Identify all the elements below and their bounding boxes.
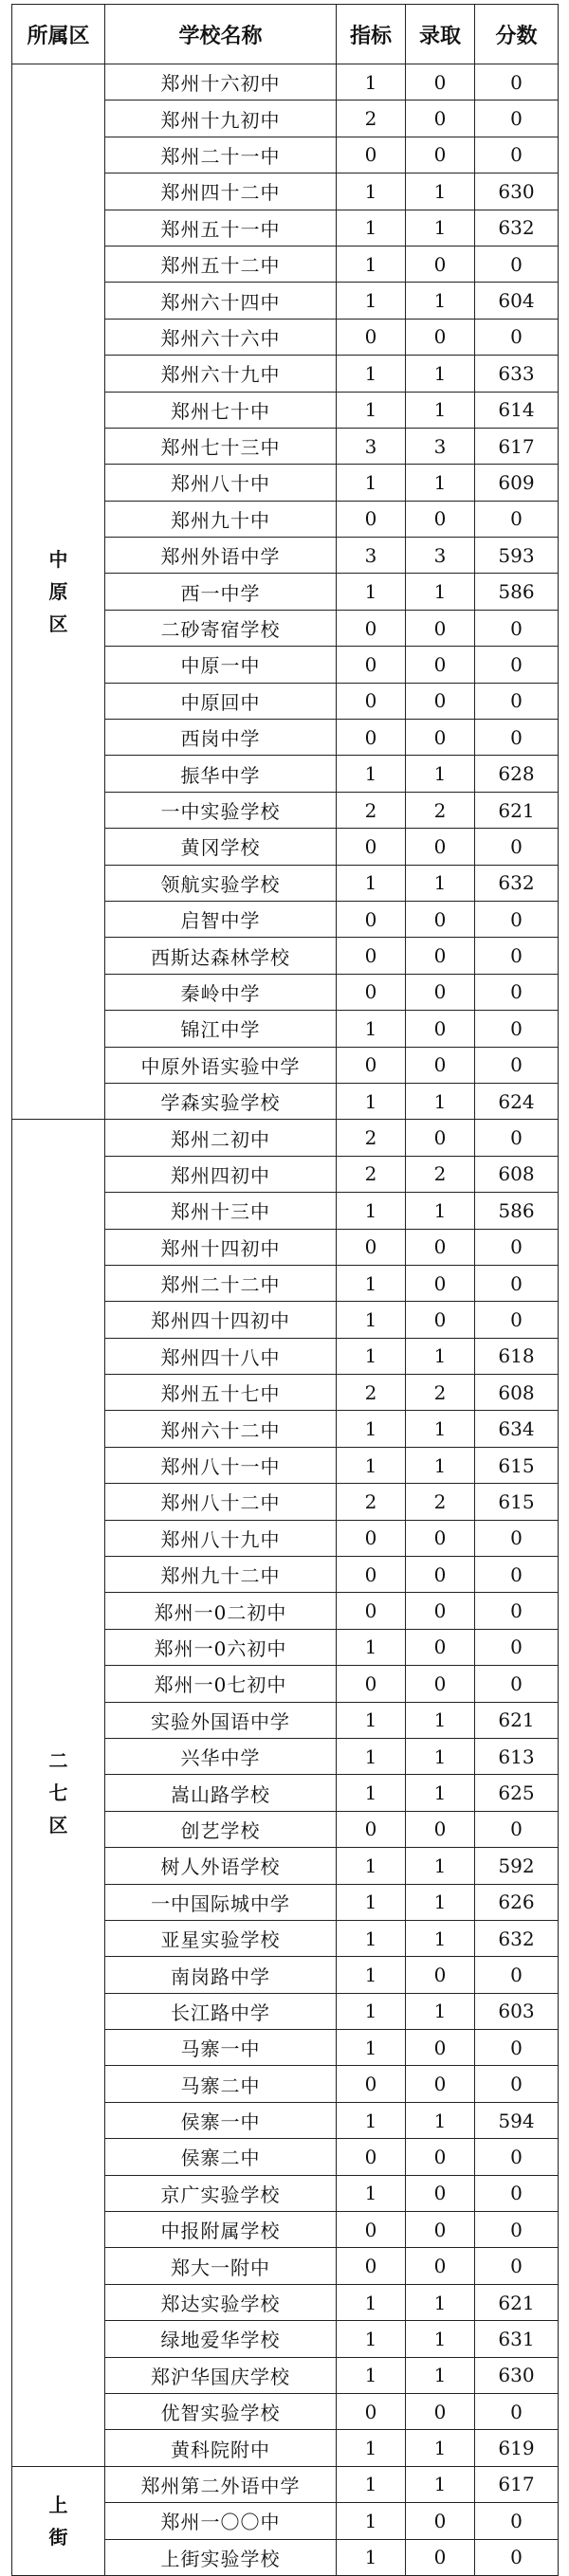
- admitted-cell: 1: [406, 1083, 475, 1119]
- school-name-cell: 郑州六十二中: [105, 1411, 337, 1447]
- school-name-cell: 郑州八十中: [105, 465, 337, 501]
- score-cell: 609: [475, 465, 559, 501]
- quota-cell: 0: [337, 1557, 406, 1593]
- quota-cell: 1: [337, 2321, 406, 2357]
- quota-cell: 1: [337, 2102, 406, 2138]
- admitted-cell: 0: [406, 901, 475, 937]
- score-cell: 626: [475, 1884, 559, 1920]
- admitted-cell: 1: [406, 1920, 475, 1956]
- admitted-cell: 2: [406, 1156, 475, 1192]
- district-char: 上: [48, 2493, 68, 2516]
- score-cell: 624: [475, 1083, 559, 1119]
- admitted-cell: 0: [406, 683, 475, 719]
- score-cell: 594: [475, 2102, 559, 2138]
- admitted-cell: 0: [406, 2030, 475, 2066]
- school-name-cell: 郑州六十九中: [105, 356, 337, 392]
- header-quota: 指标: [337, 5, 406, 64]
- score-cell: 0: [475, 2539, 559, 2575]
- score-cell: 621: [475, 2284, 559, 2320]
- table-header: [12, 5, 559, 64]
- school-name-cell: 一中国际城中学: [105, 1884, 337, 1920]
- school-name-cell: 绿地爱华学校: [105, 2321, 337, 2357]
- score-cell: 613: [475, 1738, 559, 1774]
- school-name-cell: 郑达实验学校: [105, 2284, 337, 2320]
- admitted-cell: 3: [406, 538, 475, 574]
- admitted-cell: 0: [406, 1811, 475, 1847]
- quota-cell: 0: [337, 1666, 406, 1702]
- score-cell: 603: [475, 1993, 559, 2029]
- admitted-cell: 1: [406, 1775, 475, 1811]
- quota-cell: 3: [337, 538, 406, 574]
- admitted-cell: 0: [406, 974, 475, 1010]
- school-name-cell: 郑州一0七初中: [105, 1666, 337, 1702]
- admitted-cell: 0: [406, 2248, 475, 2284]
- admitted-cell: 0: [406, 1629, 475, 1665]
- school-name-cell: 郑州八十九中: [105, 1520, 337, 1556]
- score-cell: 630: [475, 2357, 559, 2393]
- admitted-cell: 0: [406, 1957, 475, 1993]
- quota-cell: 0: [337, 2212, 406, 2248]
- admitted-cell: 2: [406, 792, 475, 828]
- quota-cell: 1: [337, 174, 406, 210]
- quota-cell: 1: [337, 356, 406, 392]
- school-name-cell: 中原一中: [105, 647, 337, 683]
- school-name-cell: 西斯达森林学校: [105, 938, 337, 974]
- quota-cell: 0: [337, 2394, 406, 2430]
- score-cell: 621: [475, 1702, 559, 1738]
- quota-cell: 1: [337, 392, 406, 428]
- school-name-cell: 领航实验学校: [105, 865, 337, 901]
- quota-cell: 1: [337, 865, 406, 901]
- quota-cell: 1: [337, 246, 406, 282]
- school-name-cell: 优智实验学校: [105, 2394, 337, 2430]
- score-cell: 0: [475, 974, 559, 1010]
- admitted-cell: 0: [406, 1265, 475, 1301]
- school-name-cell: 郑州五十一中: [105, 210, 337, 246]
- score-cell: 0: [475, 1520, 559, 1556]
- admitted-cell: 0: [406, 1557, 475, 1593]
- score-cell: 632: [475, 1920, 559, 1956]
- quota-cell: 1: [337, 2357, 406, 2393]
- quota-cell: 0: [337, 610, 406, 646]
- admitted-cell: 0: [406, 1593, 475, 1629]
- table-row: [12, 64, 559, 100]
- admitted-cell: 0: [406, 2394, 475, 2430]
- admitted-cell: 0: [406, 2539, 475, 2575]
- quota-cell: 1: [337, 1629, 406, 1665]
- quota-cell: 1: [337, 2466, 406, 2502]
- quota-cell: 2: [337, 1120, 406, 1156]
- school-name-cell: 郑州八十一中: [105, 1447, 337, 1483]
- score-cell: 0: [475, 2030, 559, 2066]
- admitted-cell: 1: [406, 356, 475, 392]
- admitted-cell: 1: [406, 1447, 475, 1483]
- school-name-cell: 秦岭中学: [105, 974, 337, 1010]
- quota-cell: 1: [337, 2430, 406, 2466]
- admitted-cell: 0: [406, 137, 475, 173]
- quota-cell: 2: [337, 1484, 406, 1520]
- quota-cell: 1: [337, 1302, 406, 1338]
- school-name-cell: 郑州外语中学: [105, 538, 337, 574]
- admitted-cell: 1: [406, 865, 475, 901]
- admitted-cell: 1: [406, 1738, 475, 1774]
- school-name-cell: 郑州二十二中: [105, 1265, 337, 1301]
- score-cell: 0: [475, 1265, 559, 1301]
- admitted-cell: 0: [406, 610, 475, 646]
- score-cell: 0: [475, 246, 559, 282]
- admitted-cell: 2: [406, 1484, 475, 1520]
- admitted-cell: 1: [406, 1193, 475, 1229]
- district-char: 区: [48, 1814, 68, 1837]
- school-name-cell: 中原回中: [105, 683, 337, 719]
- quota-cell: 0: [337, 1229, 406, 1265]
- quota-admission-table: [11, 4, 559, 2576]
- quota-cell: 1: [337, 1083, 406, 1119]
- district-char: 街: [48, 2525, 68, 2549]
- admitted-cell: 1: [406, 756, 475, 792]
- quota-cell: 1: [337, 210, 406, 246]
- quota-cell: 0: [337, 974, 406, 1010]
- quota-cell: 1: [337, 1193, 406, 1229]
- score-cell: 0: [475, 2212, 559, 2248]
- score-cell: 0: [475, 2139, 559, 2175]
- quota-cell: 1: [337, 2030, 406, 2066]
- admitted-cell: 1: [406, 1411, 475, 1447]
- score-cell: 608: [475, 1156, 559, 1192]
- quota-cell: 0: [337, 1593, 406, 1629]
- quota-cell: 0: [337, 2139, 406, 2175]
- school-name-cell: 郑州二初中: [105, 1120, 337, 1156]
- quota-cell: 0: [337, 319, 406, 355]
- school-name-cell: 郑州四十二中: [105, 174, 337, 210]
- score-cell: 630: [475, 174, 559, 210]
- quota-cell: 1: [337, 756, 406, 792]
- school-name-cell: 二砂寄宿学校: [105, 610, 337, 646]
- school-name-cell: 郑州八十二中: [105, 1484, 337, 1520]
- score-cell: 0: [475, 683, 559, 719]
- quota-cell: 1: [337, 574, 406, 610]
- school-name-cell: 郑州一0六初中: [105, 1629, 337, 1665]
- school-name-cell: 郑大一附中: [105, 2248, 337, 2284]
- school-name-cell: 南岗路中学: [105, 1957, 337, 1993]
- quota-cell: 1: [337, 1884, 406, 1920]
- district-char: 区: [48, 612, 68, 636]
- school-name-cell: 树人外语学校: [105, 1848, 337, 1884]
- admitted-cell: 1: [406, 1338, 475, 1374]
- admitted-cell: 1: [406, 392, 475, 428]
- admitted-cell: 0: [406, 1520, 475, 1556]
- score-cell: 634: [475, 1411, 559, 1447]
- quota-cell: 0: [337, 1811, 406, 1847]
- admitted-cell: 0: [406, 501, 475, 537]
- quota-cell: 1: [337, 1011, 406, 1047]
- header-admitted: 录取: [406, 5, 475, 64]
- admitted-cell: 0: [406, 100, 475, 137]
- score-cell: 632: [475, 865, 559, 901]
- score-cell: 0: [475, 610, 559, 646]
- admitted-cell: 1: [406, 2102, 475, 2138]
- quota-cell: 0: [337, 829, 406, 865]
- school-name-cell: 郑州五十二中: [105, 246, 337, 282]
- school-name-cell: 郑州第二外语中学: [105, 2466, 337, 2502]
- score-cell: 0: [475, 137, 559, 173]
- score-cell: 0: [475, 829, 559, 865]
- school-name-cell: 侯寨二中: [105, 2139, 337, 2175]
- quota-cell: 1: [337, 1993, 406, 2029]
- score-cell: 633: [475, 356, 559, 392]
- quota-cell: 0: [337, 683, 406, 719]
- admitted-cell: 1: [406, 2430, 475, 2466]
- school-name-cell: 马寨二中: [105, 2066, 337, 2102]
- score-cell: 617: [475, 2466, 559, 2502]
- admitted-cell: 0: [406, 1666, 475, 1702]
- school-name-cell: 郑州十六初中: [105, 64, 337, 100]
- school-name-cell: 郑州六十六中: [105, 319, 337, 355]
- admitted-cell: 0: [406, 1047, 475, 1083]
- district-char: 二: [48, 1749, 68, 1773]
- school-name-cell: 中原外语实验中学: [105, 1047, 337, 1083]
- admitted-cell: 3: [406, 428, 475, 464]
- school-name-cell: 郑州十四初中: [105, 1229, 337, 1265]
- quota-cell: 2: [337, 1375, 406, 1411]
- quota-cell: 0: [337, 647, 406, 683]
- table-row: [12, 2466, 559, 2502]
- admitted-cell: 0: [406, 319, 475, 355]
- school-name-cell: 郑州十九初中: [105, 100, 337, 137]
- quota-cell: 1: [337, 1338, 406, 1374]
- school-name-cell: 启智中学: [105, 901, 337, 937]
- admitted-cell: 0: [406, 829, 475, 865]
- score-cell: 0: [475, 501, 559, 537]
- school-name-cell: 郑州一0二初中: [105, 1593, 337, 1629]
- score-cell: 0: [475, 2066, 559, 2102]
- admitted-cell: 0: [406, 2212, 475, 2248]
- school-name-cell: 西岗中学: [105, 720, 337, 756]
- header-row: [12, 5, 559, 64]
- school-name-cell: 郑州二十一中: [105, 137, 337, 173]
- quota-cell: 2: [337, 1156, 406, 1192]
- score-cell: 0: [475, 938, 559, 974]
- admitted-cell: 1: [406, 210, 475, 246]
- quota-cell: 1: [337, 2284, 406, 2320]
- table-row: [12, 1120, 559, 1156]
- admitted-cell: 0: [406, 1120, 475, 1156]
- quota-cell: 1: [337, 465, 406, 501]
- school-name-cell: 侯寨一中: [105, 2102, 337, 2138]
- quota-cell: 1: [337, 2539, 406, 2575]
- score-cell: 604: [475, 283, 559, 319]
- school-name-cell: 郑沪华国庆学校: [105, 2357, 337, 2393]
- quota-cell: 1: [337, 1411, 406, 1447]
- school-name-cell: 黄冈学校: [105, 829, 337, 865]
- score-cell: 621: [475, 792, 559, 828]
- school-name-cell: 上街实验学校: [105, 2539, 337, 2575]
- quota-cell: 1: [337, 1702, 406, 1738]
- school-name-cell: 郑州七十中: [105, 392, 337, 428]
- quota-cell: 0: [337, 137, 406, 173]
- admitted-cell: 0: [406, 1302, 475, 1338]
- score-cell: 0: [475, 2503, 559, 2539]
- admitted-cell: 1: [406, 283, 475, 319]
- admitted-cell: 1: [406, 1848, 475, 1884]
- admitted-cell: 0: [406, 2175, 475, 2211]
- quota-cell: 0: [337, 501, 406, 537]
- school-name-cell: 郑州五十七中: [105, 1375, 337, 1411]
- school-name-cell: 郑州四初中: [105, 1156, 337, 1192]
- admitted-cell: 1: [406, 1884, 475, 1920]
- quota-cell: 1: [337, 64, 406, 100]
- quota-cell: 0: [337, 2248, 406, 2284]
- school-name-cell: 振华中学: [105, 756, 337, 792]
- quota-cell: 1: [337, 1265, 406, 1301]
- admitted-cell: 0: [406, 246, 475, 282]
- score-cell: 632: [475, 210, 559, 246]
- quota-cell: 0: [337, 1047, 406, 1083]
- quota-cell: 1: [337, 1848, 406, 1884]
- school-name-cell: 郑州六十四中: [105, 283, 337, 319]
- score-cell: 0: [475, 319, 559, 355]
- score-cell: 615: [475, 1447, 559, 1483]
- score-cell: 592: [475, 1848, 559, 1884]
- header-district: 所属区: [12, 5, 105, 64]
- header-school-name: 学校名称: [105, 5, 337, 64]
- score-cell: 0: [475, 647, 559, 683]
- quota-cell: 0: [337, 720, 406, 756]
- admitted-cell: 0: [406, 720, 475, 756]
- score-cell: 593: [475, 538, 559, 574]
- school-name-cell: 学森实验学校: [105, 1083, 337, 1119]
- admitted-cell: 1: [406, 1993, 475, 2029]
- school-name-cell: 郑州九十二中: [105, 1557, 337, 1593]
- school-name-cell: 郑州四十四初中: [105, 1302, 337, 1338]
- score-cell: 619: [475, 2430, 559, 2466]
- school-name-cell: 嵩山路学校: [105, 1775, 337, 1811]
- school-name-cell: 郑州十三中: [105, 1193, 337, 1229]
- quota-cell: 0: [337, 1520, 406, 1556]
- score-cell: 0: [475, 1593, 559, 1629]
- admitted-cell: 0: [406, 64, 475, 100]
- score-cell: 631: [475, 2321, 559, 2357]
- school-name-cell: 郑州一〇〇中: [105, 2503, 337, 2539]
- score-cell: 0: [475, 2175, 559, 2211]
- score-cell: 618: [475, 1338, 559, 1374]
- score-cell: 0: [475, 1629, 559, 1665]
- score-cell: 0: [475, 720, 559, 756]
- quota-cell: 0: [337, 938, 406, 974]
- school-name-cell: 京广实验学校: [105, 2175, 337, 2211]
- school-name-cell: 锦江中学: [105, 1011, 337, 1047]
- admitted-cell: 1: [406, 2466, 475, 2502]
- quota-cell: 0: [337, 901, 406, 937]
- score-cell: 615: [475, 1484, 559, 1520]
- score-cell: 0: [475, 1229, 559, 1265]
- quota-cell: 3: [337, 428, 406, 464]
- score-cell: 0: [475, 1047, 559, 1083]
- score-cell: 608: [475, 1375, 559, 1411]
- school-name-cell: 郑州七十三中: [105, 428, 337, 464]
- district-char: 中: [48, 548, 68, 572]
- school-name-cell: 中报附属学校: [105, 2212, 337, 2248]
- score-cell: 0: [475, 1811, 559, 1847]
- score-cell: 617: [475, 428, 559, 464]
- quota-cell: 2: [337, 792, 406, 828]
- district-cell: [12, 1120, 105, 2466]
- admitted-cell: 0: [406, 2503, 475, 2539]
- district-char: 原: [48, 580, 68, 604]
- admitted-cell: 0: [406, 1229, 475, 1265]
- score-cell: 0: [475, 2394, 559, 2430]
- score-cell: 614: [475, 392, 559, 428]
- score-cell: 0: [475, 1120, 559, 1156]
- score-cell: 0: [475, 64, 559, 100]
- school-name-cell: 兴华中学: [105, 1738, 337, 1774]
- quota-cell: 1: [337, 1738, 406, 1774]
- admitted-cell: 1: [406, 574, 475, 610]
- score-cell: 0: [475, 2248, 559, 2284]
- quota-cell: 1: [337, 2503, 406, 2539]
- table-body: [12, 64, 559, 2576]
- quota-cell: 1: [337, 1957, 406, 1993]
- district-cell: [12, 2466, 105, 2575]
- score-cell: 0: [475, 901, 559, 937]
- score-cell: 0: [475, 1011, 559, 1047]
- school-name-cell: 长江路中学: [105, 1993, 337, 2029]
- admitted-cell: 0: [406, 647, 475, 683]
- admitted-cell: 1: [406, 2284, 475, 2320]
- score-cell: 586: [475, 574, 559, 610]
- admitted-cell: 0: [406, 938, 475, 974]
- quota-cell: 1: [337, 1775, 406, 1811]
- admitted-cell: 1: [406, 174, 475, 210]
- quota-cell: 0: [337, 2066, 406, 2102]
- admitted-cell: 1: [406, 2321, 475, 2357]
- school-name-cell: 西一中学: [105, 574, 337, 610]
- admitted-cell: 0: [406, 2139, 475, 2175]
- score-cell: 0: [475, 1666, 559, 1702]
- admitted-cell: 0: [406, 2066, 475, 2102]
- admitted-cell: 0: [406, 1011, 475, 1047]
- school-name-cell: 马寨一中: [105, 2030, 337, 2066]
- quota-cell: 1: [337, 2175, 406, 2211]
- score-cell: 0: [475, 1957, 559, 1993]
- admitted-cell: 1: [406, 1702, 475, 1738]
- school-name-cell: 实验外国语中学: [105, 1702, 337, 1738]
- quota-cell: 1: [337, 1920, 406, 1956]
- school-name-cell: 一中实验学校: [105, 792, 337, 828]
- district-cell: [12, 64, 105, 1120]
- score-cell: 0: [475, 1557, 559, 1593]
- school-name-cell: 郑州四十八中: [105, 1338, 337, 1374]
- score-cell: 0: [475, 1302, 559, 1338]
- score-cell: 628: [475, 756, 559, 792]
- school-name-cell: 亚星实验学校: [105, 1920, 337, 1956]
- admitted-cell: 1: [406, 2357, 475, 2393]
- quota-cell: 1: [337, 1447, 406, 1483]
- score-cell: 586: [475, 1193, 559, 1229]
- school-name-cell: 黄科院附中: [105, 2430, 337, 2466]
- score-cell: 0: [475, 100, 559, 137]
- header-score: 分数: [475, 5, 559, 64]
- admitted-cell: 1: [406, 465, 475, 501]
- school-name-cell: 创艺学校: [105, 1811, 337, 1847]
- school-name-cell: 郑州九十中: [105, 501, 337, 537]
- quota-cell: 1: [337, 283, 406, 319]
- score-cell: 625: [475, 1775, 559, 1811]
- admitted-cell: 2: [406, 1375, 475, 1411]
- quota-cell: 2: [337, 100, 406, 137]
- district-char: 七: [48, 1781, 68, 1805]
